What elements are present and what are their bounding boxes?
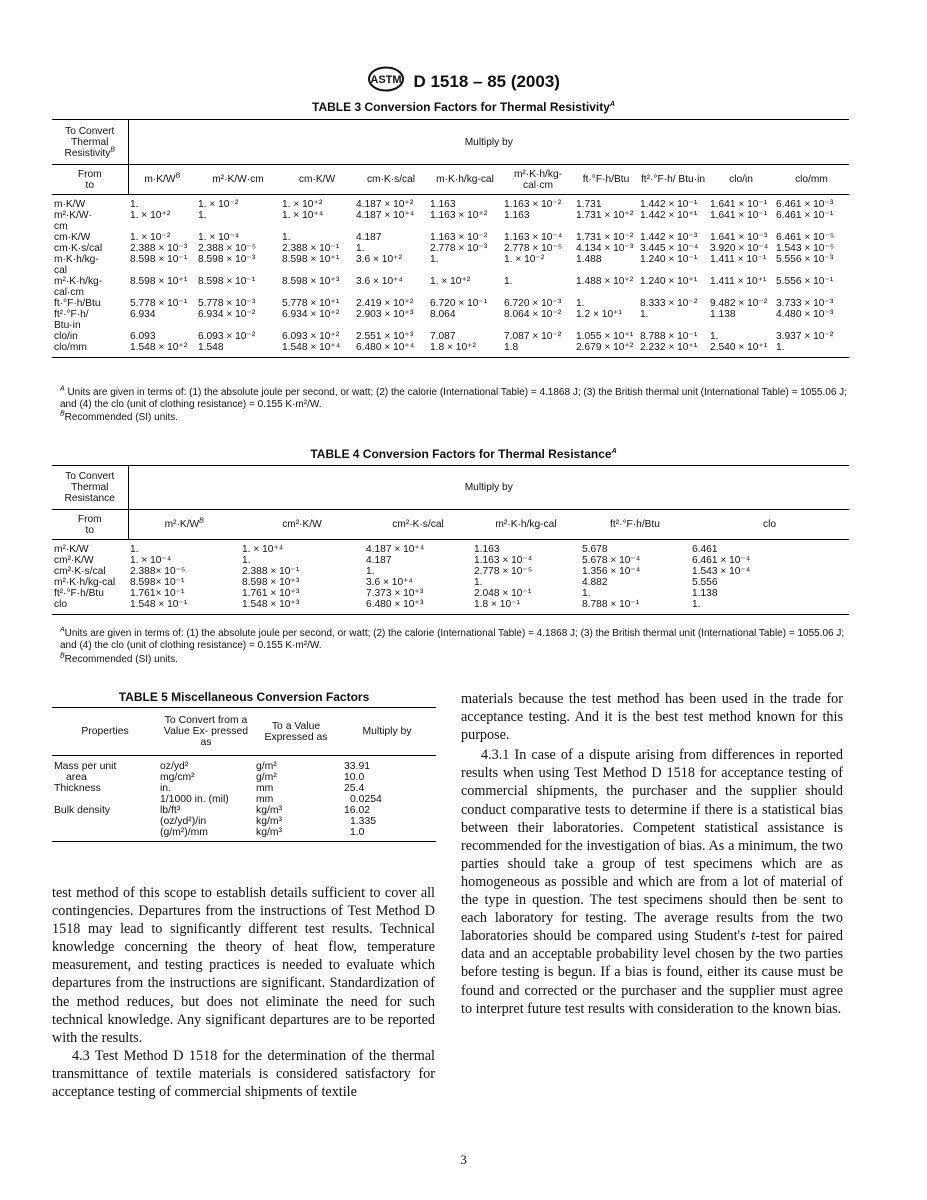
table-row	[52, 772, 436, 783]
table-cell: 6.093	[130, 331, 156, 342]
table-cell: 1.442 × 10⁻¹	[640, 199, 698, 210]
table4-multiply-by: Multiply by	[128, 466, 849, 510]
table-cell: 1.163 × 10⁻⁴	[474, 555, 533, 566]
table-cell: 6.461 × 10⁻¹	[776, 210, 834, 221]
table-cell: 1.138	[692, 588, 718, 599]
table5-header-from: To Convert from a Value Ex- pressed as	[158, 708, 254, 756]
row-label: m²·K/W· cm	[54, 210, 92, 232]
table-cell: kg/m³	[256, 816, 282, 827]
table-cell: 3.6 × 10⁺²	[356, 254, 402, 265]
table-row	[52, 756, 436, 773]
table-cell: 4.187 × 10⁺⁴	[356, 210, 415, 221]
table5	[52, 707, 436, 842]
table-cell: 8.064	[430, 309, 456, 320]
table-cell: 2.048 × 10⁻¹	[474, 588, 532, 599]
table-cell: Bulk density	[54, 805, 111, 816]
table-cell: 5.778 × 10⁻³	[198, 298, 256, 309]
row-label: m²·K·h/kg-cal	[54, 577, 116, 588]
table-cell: 9.482 × 10⁻²	[710, 298, 768, 309]
table-cell: 5.556	[692, 577, 718, 588]
column-header: m²·K/W·cm	[196, 165, 280, 195]
table-cell: 1.8 × 10⁺²	[430, 342, 476, 353]
table-cell: 1.543 × 10⁻⁴	[692, 566, 751, 577]
table-cell: 1. × 10⁻²	[198, 199, 239, 210]
table-cell: 1.761 × 10⁺³	[242, 588, 300, 599]
table-cell: 3.6 × 10⁺⁴	[356, 276, 403, 287]
table-cell: 1.548 × 10⁺²	[130, 342, 188, 353]
table-cell: 4.187	[356, 232, 382, 243]
table-cell: 8.598 × 10⁻¹	[130, 254, 188, 265]
column-header: $m^2\cdot K/W^B$	[128, 510, 240, 540]
table-cell: 2.778 × 10⁻³	[430, 243, 488, 254]
table-cell: 1.	[710, 331, 719, 342]
table-row	[52, 599, 849, 614]
table-cell: 8.598 × 10⁺³	[282, 276, 340, 287]
table-cell: 1.	[692, 599, 701, 610]
table-cell: 1. × 10⁺²	[282, 199, 323, 210]
table-cell: 6.461	[692, 544, 718, 555]
table-cell: 1.641 × 10⁻¹	[710, 210, 768, 221]
table-cell: 8.064 × 10⁻²	[504, 309, 562, 320]
table-cell: 7.373 × 10⁺³	[366, 588, 424, 599]
table-cell: 1.163 × 10⁻⁴	[504, 232, 563, 243]
column-header: m²·K·h/kg-cal	[472, 510, 580, 540]
row-label: ft²·°F·h/Btu	[54, 588, 104, 599]
table-row	[52, 555, 849, 566]
table-cell: 6.934	[130, 309, 156, 320]
table-cell: 1.8	[504, 342, 519, 353]
table-cell: in.	[160, 783, 171, 794]
table3	[52, 119, 849, 358]
table-cell: 1.	[198, 210, 207, 221]
table-cell: kg/m³	[256, 827, 282, 838]
table-cell: 1.163	[430, 199, 456, 210]
table-cell	[52, 816, 158, 827]
column-header: cm²·K·s/cal	[364, 510, 472, 540]
table-cell: 5.778 × 10⁺¹	[282, 298, 340, 309]
table-cell: 1.543 × 10⁻⁵	[776, 243, 835, 254]
table-cell: 2.551 × 10⁺³	[356, 331, 414, 342]
table4	[52, 465, 849, 615]
table-cell: 8.598 × 10⁺¹	[130, 276, 188, 287]
table-row	[52, 342, 849, 357]
table3-footnote-a: $^A$ Units are given in terms of: (1) the absolute joule per second, or watt; (2) the calorie (International Table) = 4.1868 J; (3) the British thermal unit (International Table) = 1055.06 J; and (4) the clo (unit of clothing resistance) = 0.155 K·m²/W.	[60, 385, 847, 410]
table-cell: 8.598 × 10⁺³	[242, 577, 300, 588]
table-cell: 8.598× 10⁻¹	[130, 577, 185, 588]
table-cell: 1.	[474, 577, 483, 588]
table-cell: mm	[256, 794, 274, 805]
table-cell: 1. × 10⁻²	[504, 254, 545, 265]
table-cell: (g/m²)/mm	[160, 827, 208, 838]
table-cell: 1.731 × 10⁻²	[576, 232, 634, 243]
table-cell: 6.093 × 10⁺²	[282, 331, 340, 342]
column-header: clo	[690, 510, 849, 540]
table-cell: 1.761× 10⁻¹	[130, 588, 185, 599]
table-cell: 6.480 × 10⁺⁴	[356, 342, 415, 353]
row-label: ft·°F·h/Btu	[54, 298, 101, 309]
table-cell: 1.488	[576, 254, 602, 265]
table4-footnote-a: $^A$Units are given in terms of: (1) the absolute joule per second, or watt; (2) the calorie (International Table) = 4.1868 J; (3) the British thermal unit (International Table) = 1055.06 J; and (4) the clo (unit of clothing resistance) = 0.155 K·m²/W.	[60, 626, 845, 651]
column-header: m²·K·h/kg-cal·cm	[502, 165, 574, 195]
table-cell: 1.163 × 10⁻²	[430, 232, 488, 243]
table-row	[52, 210, 849, 232]
astm-logo	[367, 66, 405, 97]
table-row	[52, 794, 436, 805]
table-row	[52, 805, 436, 816]
table-row	[52, 232, 849, 243]
table-cell: 1.163	[504, 210, 530, 221]
table-cell: 1.548 × 10⁺³	[242, 599, 300, 610]
table4-footnote-b: $^B$Recommended (SI) units.	[60, 652, 179, 665]
table-cell: 8.333 × 10⁻²	[640, 298, 698, 309]
column-header: ft²·°F·h/ Btu·in	[638, 165, 708, 195]
table-cell: 1.240 × 10⁻¹	[640, 254, 698, 265]
table-row	[52, 783, 436, 794]
table-cell: 4.187	[366, 555, 392, 566]
table-cell: 1.055 × 10⁺¹	[576, 331, 634, 342]
row-label: clo/mm	[54, 342, 87, 353]
table-cell: 2.388 × 10⁻³	[130, 243, 188, 254]
table-cell: 3.937 × 10⁻²	[776, 331, 834, 342]
table-cell: (oz/yd²)/in	[160, 816, 207, 827]
table4-title: TABLE 4 Conversion Factors for Thermal Resistance$^A$	[310, 447, 617, 461]
table-row	[52, 298, 849, 309]
table-cell: 25.4	[344, 783, 365, 794]
table-cell: 1.	[130, 199, 139, 210]
paragraph: test method of this scope to establish details sufficient to cover all contingencies. Departures from the instructions of Test Method D 1518 may lead to significantly different test results. Technical knowledge concerning the theory of heat flow, temperature measurement, and testing practices is needed to evaluate which departures from the instructions are significant. Standardization of the method reduces, but does not eliminate the need for such technical knowledge. Any significant departures are to be reported with the results.	[52, 885, 435, 1046]
paragraph: materials because the test method has been used in the trade for acceptance testing. And it is the best test method known for this purpose.	[461, 691, 843, 744]
table-cell: 8.788 × 10⁻¹	[640, 331, 698, 342]
column-header: m·K·h/kg-cal	[428, 165, 502, 195]
table-cell: 6.093 × 10⁻²	[198, 331, 256, 342]
table-cell: 0.0254	[350, 794, 382, 805]
table4-from-to: From to	[52, 510, 128, 540]
svg-text:ASTM: ASTM	[370, 74, 402, 86]
table-row	[52, 195, 849, 211]
table-cell: kg/m³	[256, 805, 282, 816]
column-header: clo/in	[708, 165, 774, 195]
table-cell: 1.	[582, 588, 591, 599]
table-row	[52, 254, 849, 276]
table-cell: 1.548	[198, 342, 224, 353]
table-cell: g/m²	[256, 761, 277, 772]
table-cell: 2.778 × 10⁻⁵	[474, 566, 533, 577]
table-cell: 1.163	[474, 544, 500, 555]
table-cell: 3.6 × 10⁺⁴	[366, 577, 413, 588]
table-cell: 7.087	[430, 331, 456, 342]
page-number: 3	[460, 1152, 467, 1167]
row-label: m²·K/W	[54, 544, 89, 555]
table-cell: 1.442 × 10⁺¹	[640, 210, 698, 221]
table-cell: 2.388 × 10⁻⁵	[198, 243, 257, 254]
table-cell: 1.138	[710, 309, 736, 320]
table-cell: 1.240 × 10⁺¹	[640, 276, 698, 287]
table-cell: 1.	[776, 342, 785, 353]
table-cell: 1.8 × 10⁻¹	[474, 599, 520, 610]
table-cell: 1.488 × 10⁺²	[576, 276, 634, 287]
table-cell: 6.720 × 10⁻¹	[430, 298, 488, 309]
table-cell: 1.731 × 10⁺²	[576, 210, 634, 221]
paragraph: 4.3 Test Method D 1518 for the determination of the thermal transmittance of textile materials is considered satisfactory for acceptance testing of commercial shipments of textile	[52, 1047, 435, 1101]
table-cell: Thickness	[54, 783, 101, 794]
table-cell: 10.0	[344, 772, 365, 783]
column-header: cm·K·s/cal	[354, 165, 428, 195]
table-cell: 1.	[366, 566, 375, 577]
table-cell: g/m²	[256, 772, 277, 783]
table-cell: 5.678 × 10⁻⁴	[582, 555, 641, 566]
table-cell: lb/ft³	[160, 805, 181, 816]
table-cell: 1/1000 in. (mil)	[160, 794, 229, 805]
table-cell: 1.	[640, 309, 649, 320]
table-cell: 1.163 × 10⁻²	[504, 199, 562, 210]
table-cell: 1.2 × 10⁺¹	[576, 309, 622, 320]
table-cell: 1. × 10⁺⁴	[282, 210, 324, 221]
table-cell: 3.445 × 10⁻⁴	[640, 243, 699, 254]
table-cell: 1.641 × 10⁻³	[710, 232, 768, 243]
table-cell: 5.556 × 10⁻³	[776, 254, 834, 265]
row-label: m·K/W	[54, 199, 86, 210]
row-label: cm²·K/W	[54, 555, 94, 566]
table-cell: mg/cm²	[160, 772, 195, 783]
table-cell: 1.163 × 10⁺²	[430, 210, 488, 221]
column-header: ft²·°F·h/Btu	[580, 510, 690, 540]
table-cell: 1.641 × 10⁻¹	[710, 199, 768, 210]
row-label: clo	[54, 599, 68, 610]
table5-header-multiply: Multiply by	[338, 708, 436, 756]
table5-title: TABLE 5 Miscellaneous Conversion Factors	[118, 690, 370, 704]
column-header: cm·K/W	[280, 165, 354, 195]
table-cell: 1.731	[576, 199, 602, 210]
column-header: cm²·K/W	[240, 510, 364, 540]
table-cell: 2.679 × 10⁺²	[576, 342, 634, 353]
table-cell: 1. × 10⁻⁴	[198, 232, 240, 243]
row-label: m²·K·h/kg- cal·cm	[54, 276, 103, 298]
table-cell: 1.	[130, 544, 139, 555]
table-row	[52, 588, 849, 599]
table-cell: 1.335	[350, 816, 377, 827]
table-cell: 6.461 × 10⁻³	[776, 199, 834, 210]
table-cell: 16.02	[344, 805, 371, 816]
table-row	[52, 309, 849, 331]
table-cell: 1. × 10⁻⁴	[130, 555, 172, 566]
table-cell: 2.388 × 10⁻¹	[282, 243, 340, 254]
table-cell: 1.548 × 10⁺⁴	[282, 342, 341, 353]
column-header: clo/mm	[774, 165, 849, 195]
table3-corner: To Convert Thermal Resistivity$^B$	[52, 120, 128, 165]
table-cell: 1. × 10⁻²	[130, 232, 171, 243]
table-cell: 1.	[576, 298, 585, 309]
table5-header-properties: Properties	[52, 708, 158, 756]
table-cell: 1.356 × 10⁻⁴	[582, 566, 641, 577]
table-cell: Mass per unit	[54, 761, 117, 772]
table-cell: area	[66, 772, 87, 783]
table-row	[52, 566, 849, 577]
right-column-text	[461, 690, 843, 1018]
column-header: ft·°F·h/Btu	[574, 165, 638, 195]
table-cell: 7.087 × 10⁻²	[504, 331, 562, 342]
table-cell: 5.678	[582, 544, 608, 555]
table-cell: 6.934 × 10⁺²	[282, 309, 340, 320]
table-cell: 5.778 × 10⁻¹	[130, 298, 188, 309]
table-cell: 2.388× 10⁻⁵	[130, 566, 186, 577]
table-cell: 1.0	[350, 827, 365, 838]
table-cell: 6.720 × 10⁻³	[504, 298, 562, 309]
table-row	[52, 331, 849, 342]
page-header	[0, 66, 927, 97]
table-cell: 1. × 10⁺⁴	[242, 544, 284, 555]
table-cell: 2.419 × 10⁺²	[356, 298, 414, 309]
table-row	[52, 827, 436, 842]
table5-header-to: To a Value Expressed as	[254, 708, 338, 756]
table-cell: 8.788 × 10⁻¹	[582, 599, 640, 610]
table-row	[52, 540, 849, 556]
table-cell: 1.	[242, 555, 251, 566]
table-cell: 3.733 × 10⁻³	[776, 298, 834, 309]
table-cell: mm	[256, 783, 274, 794]
row-label: ft²·°F·h/ Btu·in	[54, 309, 89, 331]
table-cell: 4.882	[582, 577, 608, 588]
left-column-text	[52, 884, 435, 1101]
table-cell: 2.540 × 10⁺¹	[710, 342, 768, 353]
paragraph: 4.3.1 In case of a dispute arising from differences in reported results when using Test Method D 1518 for acceptance testing of commercial shipments, the purchaser and the supplier should conduct comparative tests to determine if there is a statistical bias between their laboratories. Competent statistical assistance is recommended for the investigation of bias. As a minimum, the two parties should take a group of test specimens which are as homogeneous as possible and which are from a lot of material of the type in question. The test specimens should then be sent to each laboratory for testing. The average results from the two laboratories should be compared using Student's t-test for paired data and an acceptable probability level chosen by the two parties before testing is begun. If a bias is found, either its cause must be found and corrected or the purchaser and the supplier must agree to interpret future test results with consideration to the known bias.	[461, 747, 843, 1017]
table-cell: 5.556 × 10⁻¹	[776, 276, 834, 287]
column-header: $m\cdot K/W^B$	[128, 165, 196, 195]
table3-multiply-by: Multiply by	[128, 120, 849, 165]
table-cell: 6.461 × 10⁻⁵	[776, 232, 835, 243]
document-title: D 1518 – 85 (2003)	[413, 71, 560, 91]
table-cell: 1.	[504, 276, 513, 287]
table-cell: 3.920 × 10⁻⁴	[710, 243, 769, 254]
table-cell: 1.411 × 10⁻¹	[710, 254, 767, 265]
table-row	[52, 276, 849, 298]
table-cell: 1. × 10⁺²	[130, 210, 171, 221]
table3-title: TABLE 3 Conversion Factors for Thermal Resistivity$^A$	[312, 100, 615, 114]
table-row	[52, 243, 849, 254]
table-cell: 6.480 × 10⁺³	[366, 599, 424, 610]
table-cell: 4.187 × 10⁺²	[356, 199, 414, 210]
table-cell: 2.232 × 10⁺¹	[640, 342, 698, 353]
table-cell: 1.442 × 10⁻³	[640, 232, 698, 243]
table-cell: 1.	[356, 243, 365, 254]
table-cell: 4.187 × 10⁺⁴	[366, 544, 425, 555]
table-row	[52, 577, 849, 588]
table-cell: oz/yd²	[160, 761, 189, 772]
table-cell: 33.91	[344, 761, 371, 772]
table-cell: 4.480 × 10⁻³	[776, 309, 834, 320]
table-cell: 1.548 × 10⁻¹	[130, 599, 188, 610]
table-cell: 2.903 × 10⁺³	[356, 309, 414, 320]
row-label: cm·K/W	[54, 232, 91, 243]
table-cell: 6.934 × 10⁻²	[198, 309, 256, 320]
table-cell: 8.598 × 10⁻¹	[198, 276, 256, 287]
table-cell: 2.778 × 10⁻⁵	[504, 243, 563, 254]
table-cell: 2.388 × 10⁻¹	[242, 566, 300, 577]
table4-corner: To Convert Thermal Resistance	[52, 466, 128, 510]
row-label: cm²·K·s/cal	[54, 566, 106, 577]
table-row	[52, 816, 436, 827]
table3-footnote-b: $^B$Recommended (SI) units.	[60, 410, 179, 423]
table3-from-to: From to	[52, 165, 128, 195]
table-cell: 1.411 × 10⁺¹	[710, 276, 767, 287]
row-label: cm·K·s/cal	[54, 243, 103, 254]
table-cell	[52, 827, 158, 842]
table-cell	[52, 794, 158, 805]
row-label: clo/in	[54, 331, 78, 342]
table-cell: 1.	[282, 232, 291, 243]
table-cell: 1.	[430, 254, 439, 265]
table-cell: 8.598 × 10⁺¹	[282, 254, 340, 265]
table-cell: 4.134 × 10⁻³	[576, 243, 634, 254]
table-cell: 1. × 10⁺²	[430, 276, 471, 287]
table-cell: 8.598 × 10⁻³	[198, 254, 256, 265]
table-cell: 6.461 × 10⁻⁴	[692, 555, 751, 566]
row-label: m·K·h/kg- cal	[54, 254, 99, 276]
